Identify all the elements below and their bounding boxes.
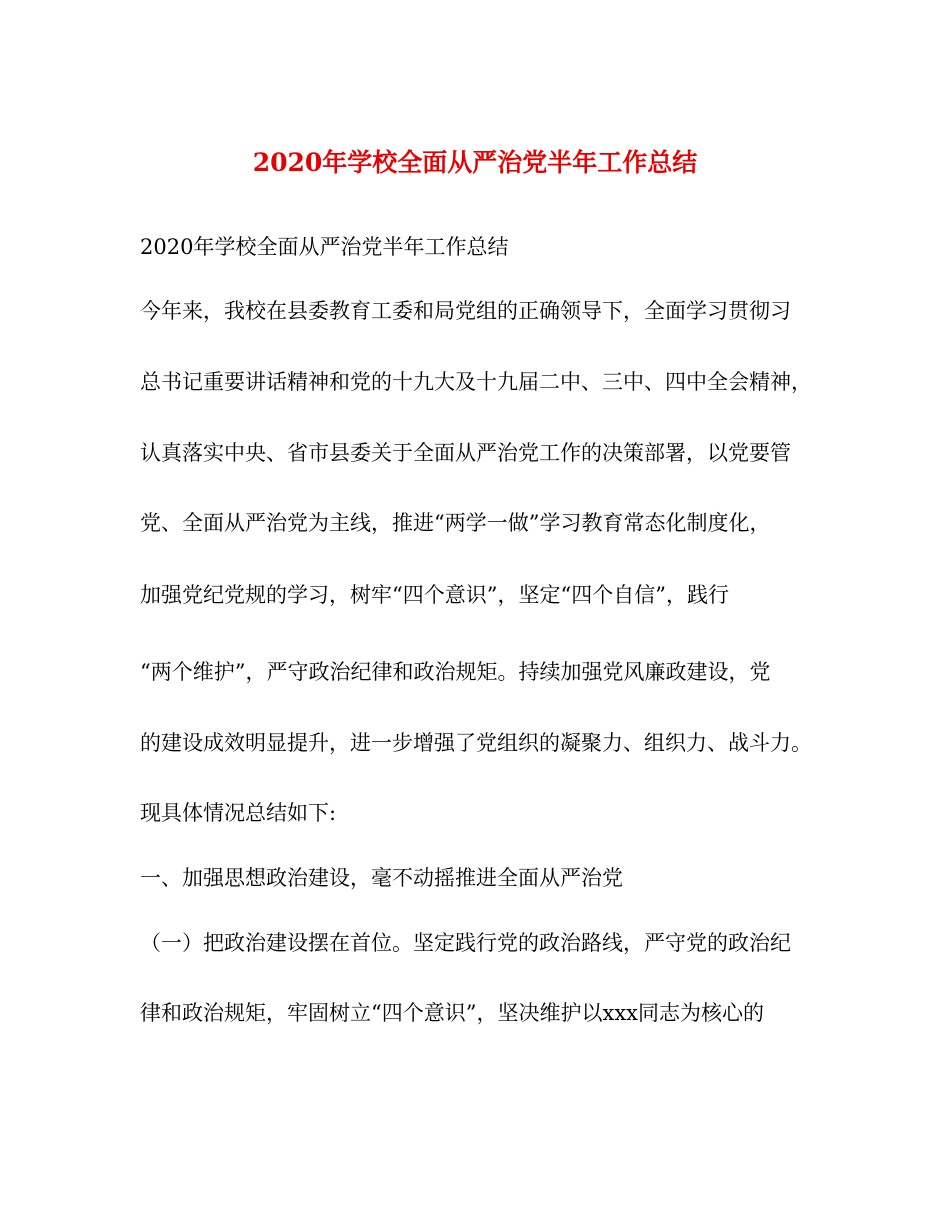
section-heading: 一、加强思想政治建设，毫不动摇推进全面从严治党: [140, 866, 623, 890]
body-line: 律和政治规矩，牢固树立“四个意识”，坚决维护以xxx同志为核心的: [140, 1001, 764, 1025]
document-title: 2020年学校全面从严治党半年工作总结: [252, 148, 698, 177]
body-line: 认真落实中央、省市县委关于全面从严治党工作的决策部署，以党要管: [140, 441, 791, 465]
body-line: 总书记重要讲话精神和党的十九大及十九届二中、三中、四中全会精神，: [140, 370, 812, 394]
body-line: （一）把政治建设摆在首位。坚定践行党的政治路线，严守党的政治纪: [140, 931, 791, 955]
body-line: 现具体情况总结如下:: [140, 801, 337, 825]
body-line: 的建设成效明显提升，进一步增强了党组织的凝聚力、组织力、战斗力。: [140, 731, 812, 755]
body-line: 党、全面从严治党为主线，推进“两学一做”学习教育常态化制度化，: [140, 511, 771, 535]
body-line: 加强党纪党规的学习，树牢“四个意识”，坚定“四个自信”，践行: [140, 583, 729, 607]
subtitle-line: 2020年学校全面从严治党半年工作总结: [140, 235, 509, 259]
body-line: 今年来，我校在县委教育工委和局党组的正确领导下，全面学习贯彻习: [140, 299, 791, 323]
body-line: “两个维护”，严守政治纪律和政治规矩。持续加强党风廉政建设，党: [140, 660, 771, 684]
